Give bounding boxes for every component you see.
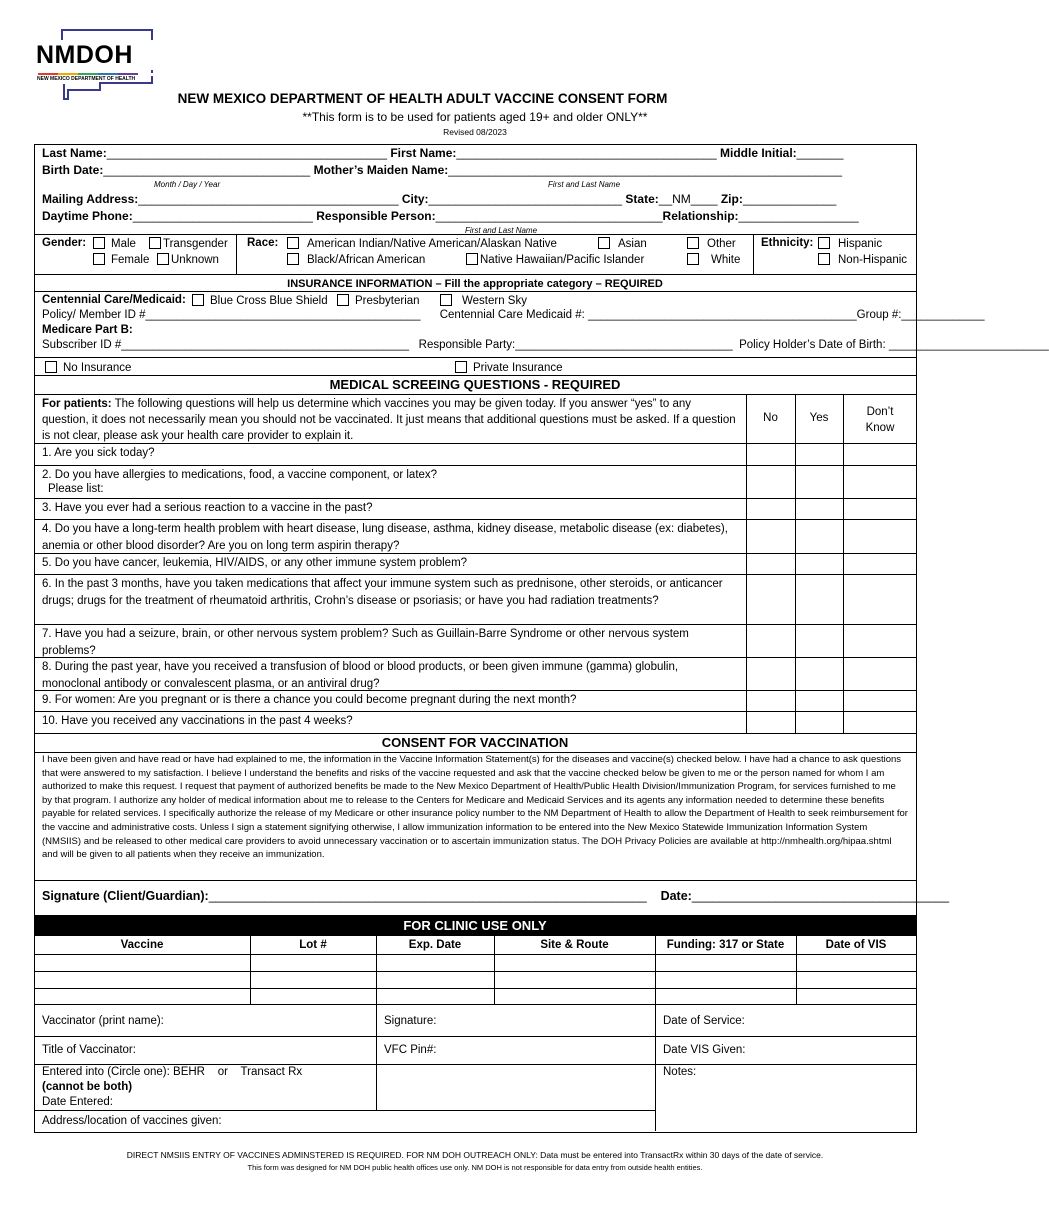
state-field[interactable]: __NM____ xyxy=(658,192,718,206)
divider xyxy=(843,394,844,733)
birth-date-field[interactable]: _______________________________ xyxy=(103,163,311,177)
insurance-option-western-sky[interactable] xyxy=(440,294,527,307)
last-name-field[interactable]: __________________________________________ xyxy=(106,146,387,160)
col-header-no: No xyxy=(763,412,778,424)
divider xyxy=(34,1064,916,1065)
divider xyxy=(34,971,916,972)
race-option-other[interactable] xyxy=(687,237,736,250)
maiden-name-label: Mother’s Maiden Name: xyxy=(313,163,449,177)
divider xyxy=(34,1110,376,1111)
option-label: No Insurance xyxy=(63,362,132,374)
middle-initial-field[interactable]: _______ xyxy=(796,146,844,160)
divider xyxy=(34,954,916,955)
option-label: Western Sky xyxy=(462,295,527,307)
entered-into-label: Entered into (Circle one): BEHR or Transact Rx xyxy=(42,1066,303,1078)
option-label: Blue Cross Blue Shield xyxy=(210,295,328,307)
medicare-label: Medicare Part B: xyxy=(42,324,133,336)
client-signature-label: Signature (Client/Guardian): xyxy=(42,889,209,903)
responsible-person-field[interactable]: __________________________________ xyxy=(435,209,663,223)
race-option-asian[interactable] xyxy=(598,237,647,250)
vaccinator-label: Vaccinator (print name): xyxy=(42,1015,164,1027)
divider xyxy=(34,274,916,275)
checkbox[interactable] xyxy=(687,237,699,249)
vaccine-column-header: Vaccine xyxy=(120,939,164,951)
holder-dob-field[interactable]: _________________________ xyxy=(888,339,1049,351)
city-field[interactable]: _____________________________ xyxy=(428,192,623,206)
state-label: State: xyxy=(625,192,659,206)
divider xyxy=(34,394,916,395)
last-name-label: Last Name: xyxy=(42,146,107,160)
responsible-person-hint: First and Last Name xyxy=(465,226,538,235)
site-route-column-header: Site & Route xyxy=(540,939,609,951)
divider xyxy=(34,988,916,989)
question-10: 10. Have you received any vaccinations in the past 4 weeks? xyxy=(42,715,353,727)
middle-initial-label: Middle Initial: xyxy=(720,146,797,160)
group-field[interactable]: _____________ xyxy=(901,309,985,321)
divider xyxy=(795,394,796,733)
option-label: American Indian/Native American/Alaskan Native xyxy=(307,238,557,250)
divider xyxy=(34,1036,916,1037)
subscriber-label: Subscriber ID # xyxy=(42,339,122,351)
checkbox[interactable] xyxy=(440,294,452,306)
question-1: 1. Are you sick today? xyxy=(42,447,155,459)
divider xyxy=(34,519,916,520)
option-label: Male xyxy=(111,238,136,250)
mailing-address-field[interactable]: _______________________________________ xyxy=(138,192,399,206)
subscriber-row xyxy=(42,339,1049,351)
checkbox[interactable] xyxy=(818,237,830,249)
option-label: Non-Hispanic xyxy=(838,254,908,266)
date-of-vis-column-header: Date of VIS xyxy=(825,939,887,951)
divider xyxy=(376,1110,655,1111)
question-5: 5. Do you have cancer, leukemia, HIV/AIDS, or any other immune system problem? xyxy=(42,557,468,569)
checkbox[interactable] xyxy=(45,361,57,373)
race-option-american-indian[interactable] xyxy=(287,237,557,250)
clinic-signature-label: Signature: xyxy=(384,1015,437,1027)
question-3: 3. Have you ever had a serious reaction to a vaccine in the past? xyxy=(42,502,373,514)
policy-label: Policy/ Member ID # xyxy=(42,309,146,321)
city-label: City: xyxy=(401,192,429,206)
birth-date-label: Birth Date: xyxy=(42,163,104,177)
divider xyxy=(376,1004,377,1110)
zip-field[interactable]: ______________ xyxy=(742,192,837,206)
divider xyxy=(34,624,916,625)
question-2-please-list: Please list: xyxy=(48,483,104,495)
divider xyxy=(34,291,916,292)
vaccinator-title-label: Title of Vaccinator: xyxy=(42,1044,136,1056)
policy-row xyxy=(42,309,985,321)
birth-row xyxy=(42,163,842,177)
ethnicity-option-non-hispanic[interactable] xyxy=(818,253,907,266)
col-header-yes: Yes xyxy=(809,412,829,424)
checkbox[interactable] xyxy=(466,253,478,265)
checkbox[interactable] xyxy=(157,253,169,265)
col-header-dont-know: Don’t Know xyxy=(865,406,895,434)
responsible-party-field[interactable]: __________________________________ xyxy=(515,339,733,351)
option-label: Transgender xyxy=(163,238,228,250)
checkbox[interactable] xyxy=(818,253,830,265)
maiden-name-field[interactable]: ___________________________________________________________ xyxy=(448,163,843,177)
checkbox[interactable] xyxy=(93,253,105,265)
option-label: Native Hawaiian/Pacific Islander xyxy=(480,254,645,266)
maiden-name-hint: First and Last Name xyxy=(548,180,621,189)
daytime-phone-field[interactable]: ___________________________ xyxy=(132,209,313,223)
page-subtitle: **This form is to be used for patients aged 19+ and older ONLY** xyxy=(302,110,648,124)
divider xyxy=(34,880,916,881)
question-9: 9. For women: Are you pregnant or is there a chance you could become pregnant during the next month? xyxy=(42,694,577,706)
divider xyxy=(753,234,754,274)
date-of-service-label: Date of Service: xyxy=(663,1015,745,1027)
responsible-party-label: Responsible Party: xyxy=(418,339,516,351)
checkbox[interactable] xyxy=(93,237,105,249)
consent-header: CONSENT FOR VACCINATION xyxy=(381,735,569,750)
divider xyxy=(34,733,916,734)
screening-header: MEDICAL SCREEING QUESTIONS - REQUIRED xyxy=(329,377,621,392)
cc-medicaid-label: Centennial Care Medicaid #: xyxy=(439,309,585,321)
question-8: 8. During the past year, have you received a transfusion of blood or blood products, or been given immune (gamma) globulin, monoclonal antibody or convalescent plasma, or an antiviral drug? xyxy=(42,661,679,690)
mailing-address-label: Mailing Address: xyxy=(42,192,139,206)
first-name-label: First Name: xyxy=(390,146,457,160)
cc-medicaid-field[interactable]: __________________________________________ xyxy=(588,309,857,321)
checkbox[interactable] xyxy=(192,294,204,306)
revised-date: Revised 08/2023 xyxy=(443,127,507,137)
option-label: White xyxy=(711,254,741,266)
relationship-field[interactable]: __________________ xyxy=(738,209,859,223)
divider xyxy=(34,357,916,358)
notes-label: Notes: xyxy=(663,1066,697,1078)
insurance-header: INSURANCE INFORMATION – Fill the appropriate category – REQUIRED xyxy=(287,278,663,290)
option-label: Asian xyxy=(618,238,647,250)
logo-subtext: NEW MEXICO DEPARTMENT OF HEALTH xyxy=(37,76,136,82)
race-option-black[interactable] xyxy=(287,253,425,266)
consent-date-field[interactable]: _____________________________________ xyxy=(691,889,950,903)
divider xyxy=(34,234,916,235)
private-insurance-option[interactable] xyxy=(455,361,563,374)
divider xyxy=(34,443,916,444)
divider xyxy=(34,1004,916,1005)
footer-line-2: This form was designed for NM DOH public health offices use only. NM DOH is not responsible for data entry from outside health entities. xyxy=(247,1163,703,1172)
checkbox[interactable] xyxy=(149,237,161,249)
divider xyxy=(34,375,916,376)
holder-dob-label: Policy Holder’s Date of Birth: xyxy=(739,339,886,351)
option-label: Hispanic xyxy=(838,238,883,250)
insurance-option-bcbs[interactable] xyxy=(192,294,328,307)
option-label: Other xyxy=(707,238,736,250)
option-label: Female xyxy=(111,254,150,266)
date-entered-label: Date Entered: xyxy=(42,1096,113,1108)
signature-row xyxy=(42,889,949,903)
first-name-field[interactable]: _______________________________________ xyxy=(456,146,717,160)
address-row xyxy=(42,192,836,206)
centennial-row xyxy=(42,294,186,306)
page-title: NEW MEXICO DEPARTMENT OF HEALTH ADULT VACCINE CONSENT FORM xyxy=(177,91,668,106)
subscriber-field[interactable]: _____________________________________________ xyxy=(121,339,410,351)
checkbox[interactable] xyxy=(337,294,349,306)
race-option-pacific-islander[interactable] xyxy=(466,253,644,266)
name-row xyxy=(42,146,843,160)
ethnicity-label: Ethnicity: xyxy=(761,237,814,249)
option-label: Private Insurance xyxy=(473,362,563,374)
question-2: 2. Do you have allergies to medications, food, a vaccine component, or latex? xyxy=(42,469,438,481)
responsible-person-label: Responsible Person: xyxy=(316,209,436,223)
divider xyxy=(34,574,916,575)
funding-column-header: Funding: 317 or State xyxy=(666,939,785,951)
consent-text: I have been given and have read or have had explained to me, the information in the Vaccine Information Statement(s) for the diseases and vaccine(s) checked below. I have had a chance to ask questions that were answered to my satisfaction. I believe I understand the benefits and risks of the vaccine requested and ask that the vaccine checked below be given to me or the person named for whom I am authorized to make this request. I request that payment of authorized benefits be made to the New Mexico Department of Health/Public Health Division/Immunization Program, for services furnished to me by that program. I authorize any holder of medical information about me to release to the Centers for Medicare and Medicaid Services and its agents any information needed to determine these benefits payable for related services. I specifically authorize the release of my Medicare or other insurance policy number to the NM Department of Health to allow the Department of Health to seek reimbursement for the vaccine and administrative costs. Unless I sign a statement signifying otherwise, I allow immunization information to be entered into the New Mexico Statewide Immunization Information System (NMSIIS) and be released to other medical care providers to avoid unnecessary vaccination or to ascertain immunization status. The DOH Privacy Policies are available at http://nmhealth.org/hipaa.shtml and will be given to all patients when they receive an immunization. xyxy=(42,754,908,861)
no-insurance-option[interactable] xyxy=(45,361,131,374)
logo-text: NMDOH xyxy=(36,40,158,70)
question-4: 4. Do you have a long-term health problem with heart disease, lung disease, asthma, kidney disease, metabolic disease (ex: diabetes), anemia or other blood disorder? Are you on long term aspirin therapy? xyxy=(42,523,728,552)
option-label: Presbyterian xyxy=(355,295,420,307)
daytime-phone-label: Daytime Phone: xyxy=(42,209,133,223)
checkbox[interactable] xyxy=(687,253,699,265)
exp-date-column-header: Exp. Date xyxy=(408,939,462,951)
gender-option-unknown[interactable] xyxy=(157,253,219,266)
birth-date-hint: Month / Day / Year xyxy=(154,180,221,189)
race-option-white[interactable] xyxy=(687,253,740,266)
footer-line-1: DIRECT NMSIIS ENTRY OF VACCINES ADMINSTERED IS REQUIRED. FOR NM DOH OUTREACH ONLY: Data must be entered into TransactRx within 30 days of the date of service. xyxy=(126,1150,824,1160)
divider xyxy=(34,498,916,499)
race-label: Race: xyxy=(247,237,279,249)
checkbox[interactable] xyxy=(287,253,299,265)
lot-column-header: Lot # xyxy=(299,939,327,951)
consent-date-label: Date: xyxy=(660,889,692,903)
date-vis-given-label: Date VIS Given: xyxy=(663,1044,746,1056)
screening-intro xyxy=(42,396,738,444)
gender-option-female[interactable] xyxy=(93,253,149,266)
question-6: 6. In the past 3 months, have you taken medications that affect your immune system such as prednisone, other steroids, or anticancer drugs; drugs for the treatment of rheumatoid arthritis, Crohn’s disease or psoriasis; or have you had radiation treatments? xyxy=(42,578,723,607)
divider xyxy=(34,465,916,466)
screening-intro-bold: For patients: xyxy=(42,398,112,410)
address-given-label: Address/location of vaccines given: xyxy=(42,1115,222,1127)
cannot-both-note: (cannot be both) xyxy=(42,1081,133,1093)
relationship-label: Relationship: xyxy=(662,209,739,223)
group-label: Group #: xyxy=(856,309,902,321)
vfc-pin-label: VFC Pin#: xyxy=(384,1044,437,1056)
clinic-header: FOR CLINIC USE ONLY xyxy=(34,915,916,936)
client-signature-field[interactable]: _______________________________________________________________ xyxy=(208,889,647,903)
checkbox[interactable] xyxy=(287,237,299,249)
zip-label: Zip: xyxy=(720,192,743,206)
divider xyxy=(655,1004,656,1131)
state-value: NM xyxy=(672,192,691,206)
policy-field[interactable]: ___________________________________________ xyxy=(145,309,421,321)
gender-label: Gender: xyxy=(42,237,87,249)
divider xyxy=(34,711,916,712)
screening-intro-text: The following questions will help us determine which vaccines you may be given today. If you answer “yes” to any question, it does not necessarily mean you should not be vaccinated. It just means that additional questions must be asked. If a question is not clear, please ask your health care provider to explain it. xyxy=(42,398,736,442)
centennial-label: Centennial Care/Medicaid: xyxy=(42,294,186,306)
question-7: 7. Have you had a seizure, brain, or other nervous system problem? Such as Guillain-Barre Syndrome or other nervous system problems? xyxy=(42,628,689,657)
insurance-option-presbyterian[interactable] xyxy=(337,294,420,307)
option-label: Unknown xyxy=(171,254,219,266)
checkbox[interactable] xyxy=(598,237,610,249)
divider xyxy=(746,394,747,733)
phone-row xyxy=(42,209,859,223)
divider xyxy=(236,234,237,274)
option-label: Black/African American xyxy=(307,254,426,266)
gender-option-transgender[interactable] xyxy=(149,237,228,250)
ethnicity-option-hispanic[interactable] xyxy=(818,237,882,250)
checkbox[interactable] xyxy=(455,361,467,373)
gender-option-male[interactable] xyxy=(93,237,136,250)
